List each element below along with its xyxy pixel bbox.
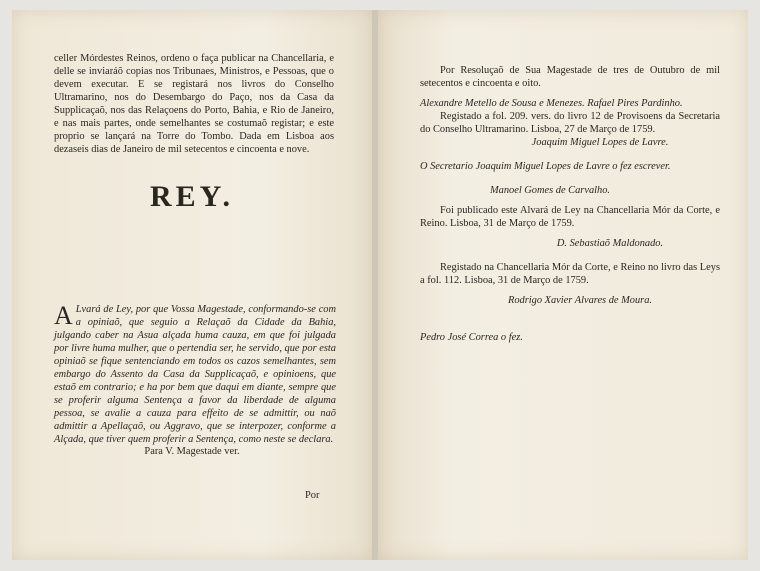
right-column [420,64,720,344]
signature-moura: Rodrigo Xavier Alvares de Moura. [507,295,652,306]
resolucao-text: Por Resoluçaõ de Sua Magestade de tres de Outubro de mil setecentos e cincoenta e oito. [420,65,720,89]
signature-carvalho: Manoel Gomes de Carvalho. [489,185,611,196]
para-vm-line: Para V. Magestade ver. [144,446,240,457]
registo-2-text: Registado na Chancellaria Mór da Corte, e Reino no livro das Leys a fol. 112. Lisboa, 31 de Março de 1759. [420,262,720,286]
rey-title: REY. [149,180,235,213]
registo-1-text: Registado a fol. 209. vers. do livro 12 de Provisoens da Secretaria do Conselho Ultramarino. Lisboa, 27 de Março de 1759. [420,111,720,135]
secretario-line: O Secretario Joaquim Miguel Lopes de Lavre o fez escrever. [420,161,671,172]
signature-lavre: Joaquim Miguel Lopes de Lavre. [531,137,669,148]
left-top-paragraph [54,52,334,156]
alvara-summary [54,303,336,446]
signature-maldonado: D. Sebastiaõ Maldonado. [556,238,664,249]
decree-closing-text: celler Mórdestes Reinos, ordeno o faça publicar na Chancellaria, e delle se inviaráõ copias nos Tribunaes, Ministros, e Pessoas, que o devem executar. E se registará nos livros do Conselho Ultramarino, nos do Desembargo do Paço, nos da Casa da Supplicaçaõ, nos das Relaçoens do Porto, Bahia, e Rio de Janeiro, e nas mais partes, onde semelhantes se costumaõ registar; e este proprio se lançará na Torre do Tombo. Dada em Lisboa aos dezaseis dias de Janeiro de mil setecentos e cincoenta e nove. [54,53,334,155]
alvara-text: Lvará de Ley, por que Vossa Magestade, conformando-se com a opiniaõ, que seguio a Relaçaõ da Cidade da Bahia, julgando caber na Asua alçada huma cauza, em que foi julgada por livre huma mulher, que o pertendia ser, he servido, que por esta opiniaõ se fique sentenciando em todos os cazos semelhantes, sem embargo do Assento da Casa da Supplicaçaõ, e opinioens, que estaõ em contrario; e ha por bem que daqui em diante, sempre que se proferir alguma Sentença a favor da liberdade de alguma pessoa, se avalie a cauza para effeito de se admittir, ou naõ admittir a Apellaçaõ, ou Aggravo, que se interpozer, conforme a Alçada, que tiver quem proferir a Sentença, como neste se declara. [54,304,336,445]
drop-cap: A [54,301,73,330]
publicado-text: Foi publicado este Alvará de Ley na Chancellaria Mór da Corte, e Reino. Lisboa, 31 de Março de 1759. [420,205,720,229]
catchword: Por [305,490,320,501]
signatories-line: Alexandre Metello de Sousa e Menezes. Rafael Pires Pardinho. [420,98,683,109]
signature-correa: Pedro José Correa o fez. [420,332,523,343]
